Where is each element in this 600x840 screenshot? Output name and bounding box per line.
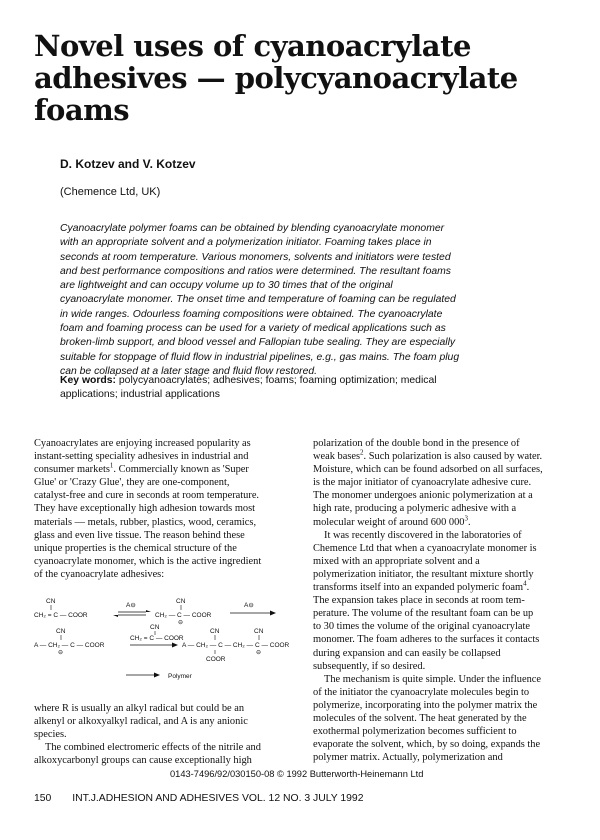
polymerization-scheme <box>34 593 304 693</box>
abstract-line: suitable for stoppage of fluid flow in industrial pipelines, e.g., gas mains. The foam plug <box>60 351 460 363</box>
body-line: of the initiator the cyanoacrylate molecules begin to <box>313 686 530 698</box>
scheme-charge-2: ⊖ <box>58 650 64 656</box>
body-line: Chemence Ltd that when a cyanoacrylate monomer is <box>313 542 537 554</box>
affiliation: (Chemence Ltd, UK) <box>60 186 161 198</box>
scheme-cn-5: CN <box>210 628 220 635</box>
abstract-line: and best performance compositions and ratios were determined. The resultant foams <box>60 265 452 277</box>
reference-4: 4 <box>523 579 527 588</box>
scheme-step1-product: CH₂ — C — COOR <box>155 612 212 619</box>
scheme-cn-1: CN <box>46 598 56 605</box>
abstract-line: in wide ranges. Odourless foaming compositions were obtained. The cyanoacrylate <box>60 308 443 320</box>
reference-3: 3 <box>464 514 468 523</box>
abstract-line: cyanoacrylate monomer. The onset time and temperature of foaming can be regulated <box>60 294 456 306</box>
body-line: mixed with an appropriate solvent and a <box>313 555 480 567</box>
copyright-line: 0143-7496/92/030150-08 © 1992 Butterworth-Heinemann Ltd <box>170 769 424 779</box>
page-number: 150 <box>34 793 52 804</box>
body-line: molecules of the solvent. The heat generated by the <box>313 712 527 724</box>
body-line: to 30 times the volume of the original cyanoacrylate <box>313 621 530 633</box>
reference-2: 2 <box>360 448 364 457</box>
body-line: polymer matrix. Actually, polymerization and <box>313 752 503 764</box>
body-line: The monomer undergoes anionic polymerization at a <box>313 490 533 502</box>
scheme-cn-6: CN <box>254 628 264 635</box>
abstract-line: broken-limb support, and blood vessel and Fallopian tube sealing. They are especially <box>60 337 456 349</box>
left-column-continued <box>34 702 304 767</box>
body-line: polarization of the double bond in the presence of <box>313 438 520 449</box>
body-line: transforms itself into an expanded polymeric foam$^4$. <box>313 579 530 594</box>
body-line: during expansion and can easily be collapsed <box>313 647 501 659</box>
body-line: Cyanoacrylates are enjoying increased popularity as <box>34 438 251 449</box>
body-line: instant-setting speciality adhesives in industrial and <box>34 451 249 463</box>
right-column <box>313 437 583 764</box>
left-column <box>34 437 304 581</box>
abstract-line: can be collapsed at a later stage and fluid flow restored. <box>60 365 318 377</box>
title-line-2: adhesives — polycyanoacrylate <box>34 61 518 95</box>
scheme-charge-1: ⊖ <box>178 620 184 626</box>
scheme-monomer: CH₂ = C — COOR <box>34 612 88 619</box>
scheme-charge-3: ⊖ <box>256 650 262 656</box>
body-line: alkenyl or alkoxyalkyl radical, and A is any anionic <box>34 716 248 728</box>
body-line: monomer. The foam adheres to the surfaces it contacts <box>313 634 540 646</box>
body-line: Glue' or 'Crazy Glue', they are one-component, <box>34 477 230 489</box>
keywords <box>60 374 568 402</box>
body-line: The combined electromeric effects of the nitrile and <box>45 742 261 754</box>
body-line: subsequently, if so desired. <box>313 660 426 672</box>
body-line: molecular weight of around 600 $000^3$. <box>313 514 471 528</box>
keywords-label: Key words: <box>60 375 117 386</box>
scheme-cn-2: CN <box>176 598 186 605</box>
body-line: weak bases$^2$. Such polarization is also caused by water. <box>313 448 543 463</box>
title-line-1: Novel uses of cyanoacrylate <box>34 29 471 63</box>
reference-1: 1 <box>109 461 114 470</box>
body-line: perature. The volume of the resultant foam can be up <box>313 608 534 620</box>
abstract-line: foam and foaming process can be used for a variety of medical applications such as <box>60 323 446 335</box>
abstract <box>60 222 568 379</box>
body-line: unique properties is the chemical structure of the <box>34 542 237 554</box>
scheme-coor: COOR <box>206 656 226 663</box>
body-line: catalyst-free and cure in seconds at room temperature. <box>34 490 260 502</box>
body-line: The mechanism is quite simple. Under the influence <box>324 673 541 685</box>
title-line-3: foams <box>34 93 130 127</box>
abstract-line: are lightweight and can occupy volume up to 30 times that of the original <box>60 280 393 292</box>
keywords-line-2: applications; industrial applications <box>60 389 220 400</box>
scheme-dimer: A — CH₂ — C — CH₂ — C — COOR <box>182 642 290 649</box>
scheme-anion-1: A⊖ <box>126 602 136 609</box>
body-line: alkoxycarbonyl groups can cause exceptionally high <box>34 755 252 767</box>
scheme-cn-3: CN <box>56 628 66 635</box>
journal-citation: INT.J.ADHESION AND ADHESIVES VOL. 12 NO. 3 JULY 1992 <box>72 793 364 804</box>
body-line: evaporate the solvent, which, by so doing, expands the <box>313 739 541 751</box>
article-title <box>34 30 554 126</box>
body-line: They have exceptionally high adhesion towards most <box>34 503 256 515</box>
scheme-cn-4: CN <box>150 624 160 631</box>
body-line: where R is usually an alkyl radical but could be an <box>34 703 245 714</box>
body-line: It was recently discovered in the laboratories of <box>324 529 522 541</box>
body-line: cyanoacrylate monomer, which is the active ingredient <box>34 555 262 567</box>
abstract-line: seconds at room temperature. Various monomers, solvents and initiators were tested <box>60 251 451 263</box>
body-line: materials — metals, rubber, plastics, wood, ceramics, <box>34 516 257 528</box>
scheme-chain: A — CH₂ — C — COOR <box>34 642 105 649</box>
body-line: Moisture, which can be found adsorbed on all surfaces, <box>313 464 543 476</box>
scheme-anion-2: A⊖ <box>244 602 254 609</box>
body-line: polymerization initiator, the resultant mixture shortly <box>313 568 534 580</box>
body-line: high rate, producing a polymeric adhesive with a <box>313 503 517 515</box>
body-line: of the cyanoacrylate adhesives: <box>34 568 165 580</box>
body-line: glass and even live tissue. The reason behind these <box>34 529 245 541</box>
body-line: is the major initiator of cyanoacrylate adhesive cure. <box>313 477 532 489</box>
body-line: consumer markets$^1$. Commercially known as 'Super <box>34 461 249 476</box>
abstract-line: with an appropriate solvent and a polymerization initiator. Foaming takes place in <box>60 237 432 249</box>
abstract-line: Cyanoacrylate polymer foams can be obtained by blending cyanoacrylate monomer <box>60 223 445 234</box>
page-footer <box>34 793 363 804</box>
body-line: species. <box>34 729 67 741</box>
body-line: The expansion takes place in seconds at room tem- <box>313 595 525 607</box>
scheme-polymer-label: Polymer <box>168 673 192 680</box>
keywords-text: polycyanoacrylates; adhesives; foams; foaming optimization; medical <box>116 375 437 386</box>
body-line: exothermal polymerization becomes sufficient to <box>313 726 517 738</box>
scheme-added-monomer: CH₂ = C — COOR <box>130 635 184 642</box>
authors: D. Kotzev and V. Kotzev <box>60 157 196 171</box>
body-line: polymerize, incorporating into the polymer matrix the <box>313 699 538 711</box>
keywords-line-1 <box>60 374 568 388</box>
